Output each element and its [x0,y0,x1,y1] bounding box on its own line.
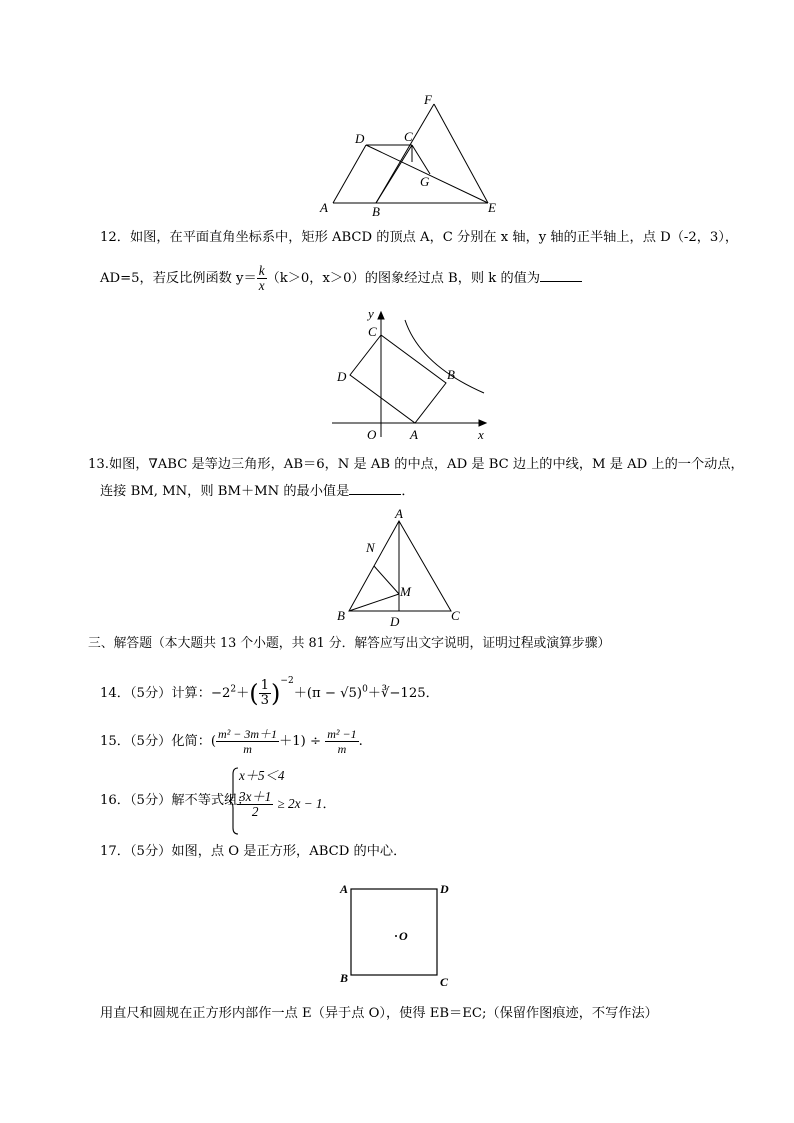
q15-fraction-1 [216,727,279,756]
q14: 14．（5分）计算：$-2^2+$( $\frac{1}{3}$ )$^{-2}+(\pi - √5)^0+∛-125$． [100,676,439,708]
q16-fraction [237,790,273,819]
label-F: F [424,92,432,107]
q14-prefix: 14．（5分）计算： [100,686,211,701]
label-C: C [404,129,413,144]
label-A: A [320,200,328,215]
q15-frac1-num: m² − 3m＋1 [218,727,278,741]
label-N: N [366,540,375,555]
q14-plus: ＋ [236,686,250,701]
q12-frac-den: x [258,278,265,293]
q17-line1: 17．（5分）如图，点 O 是正方形，ABCD 的中心． [100,844,407,859]
q14-fraction [259,679,271,708]
figure-q12-rectangle [350,335,446,423]
label-B: B [372,204,380,219]
q16-frac-num: 3x＋1 [239,789,272,804]
q13-answer-blank[interactable] [349,494,401,495]
label-C: C [451,608,460,623]
q12-line2 [100,264,582,293]
label-M: M [400,584,411,599]
label-O: O [399,929,408,943]
q16-ineq1: x＋5＜4 [239,768,285,783]
q13-line2-text: 连接 BM, MN，则 BM＋MN 的最小值是 [100,484,350,499]
label-D: D [390,614,400,629]
q15-end: . [358,734,363,749]
section3-heading: 三、解答题（本大题共 13 个小题，共 81 分．解答应写出文字说明，证明过程或演算步骤） [88,636,611,651]
q12-line2-a: AD=5，若反比例函数 y＝ [100,271,257,286]
q12-line1: 12．如图，在平面直角坐标系中，矩形 ABCD 的顶点 A，C 分别在 x 轴，y 轴的正半轴上，点 D（-2，3）， [100,230,739,245]
q14-expr-a: −2 [210,686,231,701]
label-x: x [478,427,484,442]
q15-frac2-den: m [337,742,347,756]
label-B: B [337,608,345,623]
label-G: G [420,174,430,189]
q16-ineq2-rest: ≥ 2x − 1 [277,796,323,811]
q16-prefix: 16．（5分）解不等式组： [100,793,251,808]
label-B: B [340,971,349,985]
q14-sup2: 2 [230,684,237,695]
q15-fraction-2 [325,727,358,756]
label-C: C [440,975,449,989]
figure-q17-center-dot [395,935,397,937]
label-D: D [355,131,365,146]
q13-line1: 13.如图，∇ABC 是等边三角形，AB＝6，N 是 AB 的中点，AD 是 BC 边上的中线，M 是 AD 上的一个动点， [88,457,744,472]
q13-line2 [100,483,415,501]
label-A: A [410,427,418,442]
q15-prefix: 15．（5分）化简：( [100,734,217,749]
q12-line2-b: （k＞0，x＞0）的图象经过点 B，则 k 的值为 [266,271,541,286]
label-A: A [340,882,349,896]
q15-frac2-num: m² −1 [327,727,357,741]
label-B: B [447,367,455,382]
q16-ineq2 [237,790,336,819]
label-C: C [368,324,377,339]
q13-line2-end: ． [401,484,415,499]
q14-sup0: 0 [362,684,368,695]
q14-frac-den: 3 [260,693,270,708]
q12-answer-blank[interactable] [540,281,582,282]
q17-line2: 用直尺和圆规在正方形内部作一点 E（异于点 O），使得 EB＝EC;（保留作图痕迹，不写作法） [100,1006,658,1021]
q12-fraction [257,264,267,293]
label-D: D [337,369,347,384]
q14-sup-neg2: −2 [280,676,294,686]
q15 [100,727,363,756]
label-y: y [368,306,374,321]
q14-frac-num: 1 [260,678,270,693]
q15-frac1-den: m [243,742,252,756]
label-A: A [395,506,403,521]
q16-end: ． [322,797,336,812]
figure-q17-square [351,889,437,975]
q15-mid: ＋1) ÷ [279,734,326,749]
q14-expr-c: ＋∛−125 [367,686,426,701]
q16-frac-den: 2 [251,804,259,819]
label-E: E [488,200,496,215]
q14-end: ． [425,686,439,701]
q14-expr-b: ＋(π − √5) [293,686,363,701]
label-D: D [440,882,449,896]
q12-frac-num: k [258,263,265,278]
label-O: O [367,427,377,442]
